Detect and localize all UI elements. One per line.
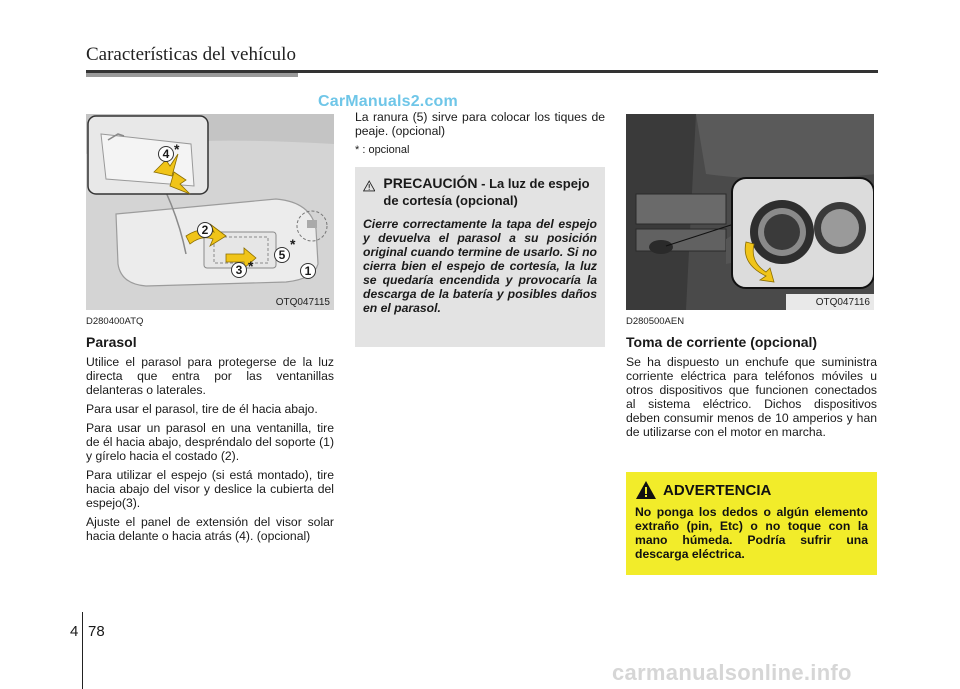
footer-divider (82, 612, 83, 689)
callout-1: 1 (300, 263, 316, 279)
paragraph: Para usar el parasol, tire de él hacia abajo. (86, 402, 318, 416)
optional-note: * : opcional (355, 144, 410, 156)
callout-2: 2 (197, 222, 213, 238)
section-code: D280400ATQ (86, 316, 144, 327)
paragraph: La ranura (5) sirve para colocar los tiques de peaje. (opcional) (355, 110, 605, 138)
paragraph: Se ha dispuesto un enchufe que suministra corriente eléctrica para teléfonos móviles u otros dispositivos que funcionen conectados al sistema eléctrico. Dichos dispositivos deben consumir menos de 10 amperios y han de utilizarse con el motor en marcha. (626, 355, 877, 439)
callout-5: 5 (274, 247, 290, 263)
column-middle (355, 110, 605, 162)
power-outlet-figure (626, 114, 874, 310)
header-title: Características del vehículo (86, 44, 296, 65)
section-title: Toma de corriente (opcional) (626, 334, 818, 350)
figure-code: OTQ047115 (275, 297, 330, 308)
sunvisor-figure (86, 114, 334, 310)
callout-4-asterisk: * (174, 141, 180, 157)
section-code: D280500AEN (626, 316, 685, 327)
callout-3-asterisk: * (248, 258, 254, 274)
watermark-top: CarManuals2.com (318, 93, 458, 110)
sunvisor-illustration (86, 114, 334, 310)
caution-triangle-icon (363, 177, 375, 195)
page-section-number: 4 (70, 623, 79, 640)
callout-5-asterisk: * (290, 236, 296, 252)
caution-body: Cierre correctamente la tapa del espejo y devuelva el parasol a su posición original cuando termine de usarlo. Si no cierra bien el espejo de cortesía, la luz se quedaría encendida y provocaría la descarga de la batería y posibles daños en el parasol. (363, 217, 597, 315)
warning-triangle-icon (635, 480, 657, 500)
caution-box (355, 167, 605, 347)
caution-subtitle: - La luz de espejo de cortesía (opcional) (383, 176, 590, 208)
watermark-bottom: carmanualsonline.info (612, 660, 852, 685)
paragraph: Para utilizar el espejo (si está montado), tire hacia abajo del visor y deslice la cubierta del espejo(3). (86, 468, 334, 510)
paragraph: Utilice el parasol para protegerse de la luz directa que entra por las ventanillas delanteras o laterales. (86, 355, 334, 397)
column-power-outlet (626, 114, 877, 444)
figure-code: OTQ047116 (815, 297, 870, 308)
power-outlet-illustration (626, 114, 874, 310)
warning-box (626, 472, 877, 575)
warning-body: No ponga los dedos o algún elemento extraño (pin, Etc) o no toque con la mano húmeda. Podría sufrir una descarga eléctrica. (635, 505, 868, 561)
header-rule-accent (86, 73, 298, 77)
caution-title: PRECAUCIÓN (383, 175, 478, 191)
paragraph: Para usar un parasol en una ventanilla, tire de él hacia abajo, despréndalo del soporte (1) y gírelo hacia el costado (2). (86, 421, 334, 463)
page-number: 78 (88, 623, 105, 640)
warning-title: ADVERTENCIA (663, 481, 772, 499)
callout-4: 4 (158, 146, 174, 162)
column-parasol (86, 114, 334, 548)
section-title: Parasol (86, 334, 137, 350)
paragraph: Ajuste el panel de extensión del visor solar hacia delante o hacia atrás (4). (opcional) (86, 515, 334, 543)
callout-3: 3 (231, 262, 247, 278)
